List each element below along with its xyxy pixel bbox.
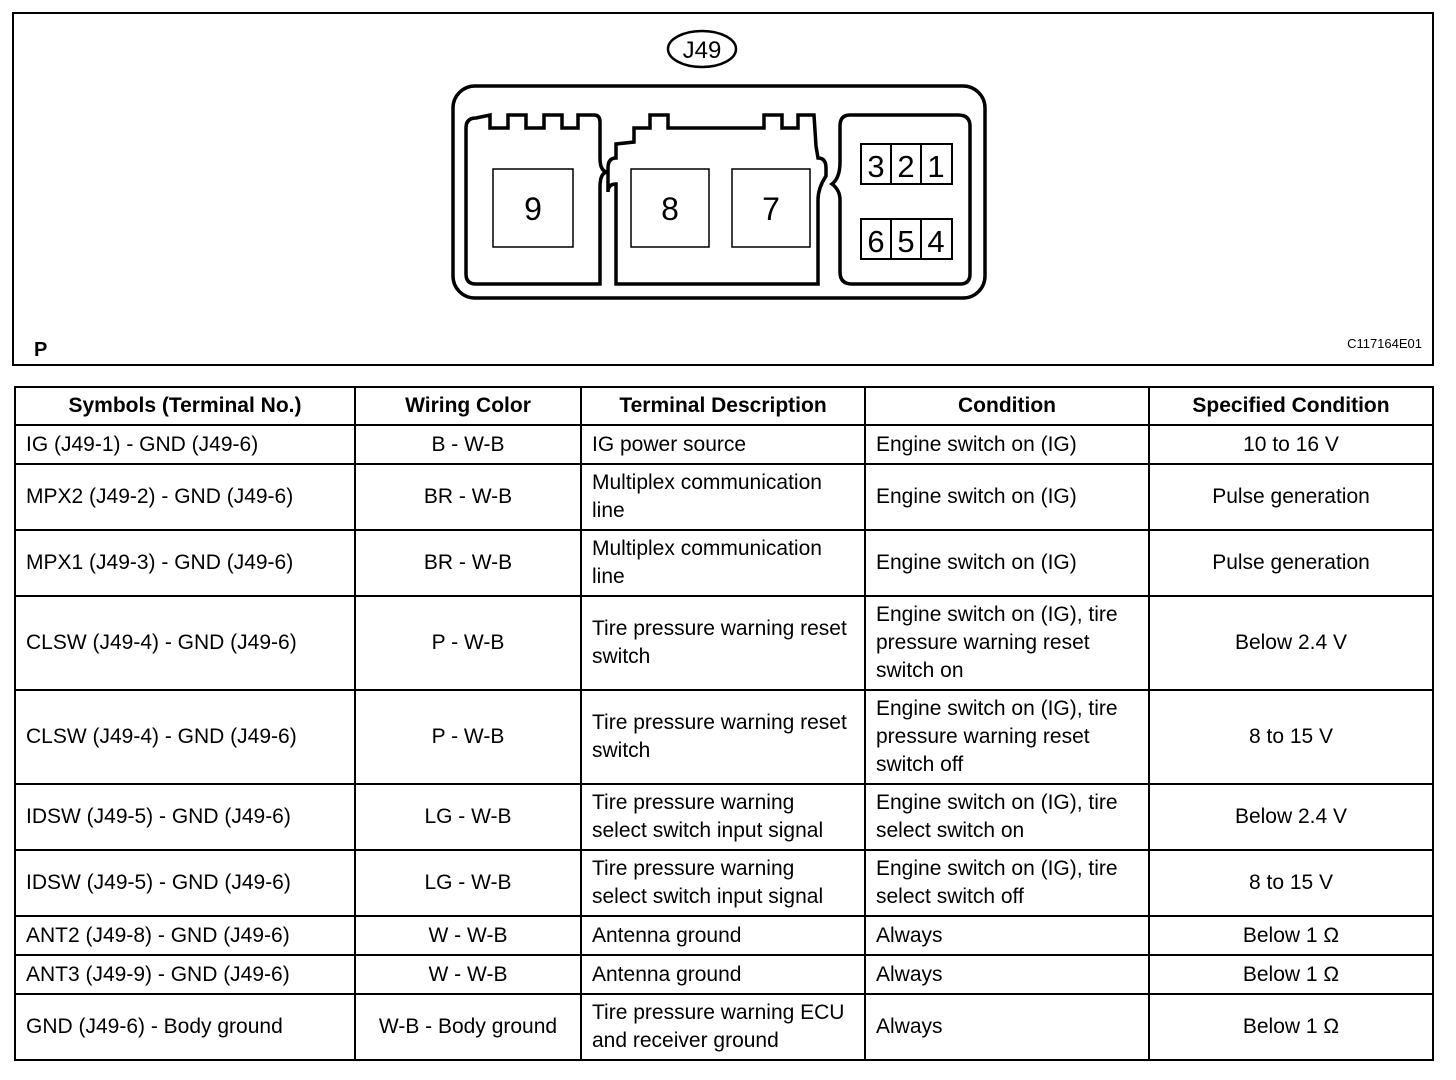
cell-desc: Tire pressure warning ECU and receiver ground	[581, 994, 865, 1060]
cell-spec: Pulse generation	[1149, 464, 1433, 530]
cell-spec: 8 to 15 V	[1149, 690, 1433, 784]
cell-cond: Engine switch on (IG)	[865, 530, 1149, 596]
table-row	[15, 464, 1433, 530]
cell-cond: Always	[865, 955, 1149, 994]
table-row	[15, 530, 1433, 596]
cell-spec: Below 1 Ω	[1149, 955, 1433, 994]
table-row	[15, 850, 1433, 916]
cell-spec: 8 to 15 V	[1149, 850, 1433, 916]
header-terminal-description: Terminal Description	[581, 387, 865, 425]
pin-9	[493, 169, 573, 247]
pin-1: 1	[927, 149, 945, 184]
cell-cond: Engine switch on (IG), tire select switch off	[865, 850, 1149, 916]
cell-cond: Engine switch on (IG), tire pressure warning reset switch on	[865, 596, 1149, 690]
cell-symbol: IG (J49-1) - GND (J49-6)	[15, 425, 355, 464]
connector-drawing	[12, 12, 1434, 366]
table-row	[15, 596, 1433, 690]
cell-spec: Below 1 Ω	[1149, 916, 1433, 955]
terminal-spec-table	[14, 386, 1434, 1061]
small-pins-top	[861, 144, 952, 184]
table-row	[15, 690, 1433, 784]
cell-spec: Below 1 Ω	[1149, 994, 1433, 1060]
cell-color: LG - W-B	[355, 850, 581, 916]
cell-desc: Tire pressure warning reset switch	[581, 690, 865, 784]
cell-desc: Tire pressure warning reset switch	[581, 596, 865, 690]
cell-desc: Tire pressure warning select switch input signal	[581, 784, 865, 850]
header-specified-condition: Specified Condition	[1149, 387, 1433, 425]
svg-text:7: 7	[762, 191, 780, 227]
cell-color: B - W-B	[355, 425, 581, 464]
cell-symbol: CLSW (J49-4) - GND (J49-6)	[15, 690, 355, 784]
cell-symbol: IDSW (J49-5) - GND (J49-6)	[15, 850, 355, 916]
pin-3: 3	[867, 149, 885, 184]
cell-symbol: CLSW (J49-4) - GND (J49-6)	[15, 596, 355, 690]
cell-desc: IG power source	[581, 425, 865, 464]
connector-label: J49	[682, 37, 722, 64]
cell-color: W - W-B	[355, 955, 581, 994]
table-row	[15, 784, 1433, 850]
cell-cond: Engine switch on (IG)	[865, 464, 1149, 530]
pin-4: 4	[927, 224, 945, 259]
table-row	[15, 994, 1433, 1060]
cell-color: BR - W-B	[355, 530, 581, 596]
cell-desc: Antenna ground	[581, 916, 865, 955]
cell-cond: Always	[865, 994, 1149, 1060]
pin-6: 6	[867, 224, 885, 259]
pin-7	[732, 169, 810, 247]
header-condition: Condition	[865, 387, 1149, 425]
cell-spec: 10 to 16 V	[1149, 425, 1433, 464]
pin-2: 2	[897, 149, 915, 184]
connector-diagram	[12, 12, 1434, 366]
table-row	[15, 425, 1433, 464]
cell-cond: Engine switch on (IG)	[865, 425, 1149, 464]
cell-symbol: MPX1 (J49-3) - GND (J49-6)	[15, 530, 355, 596]
diagram-border	[13, 13, 1433, 365]
svg-text:8: 8	[661, 191, 679, 227]
cell-spec: Pulse generation	[1149, 530, 1433, 596]
cell-cond: Engine switch on (IG), tire select switch on	[865, 784, 1149, 850]
cell-cond: Always	[865, 916, 1149, 955]
small-pins-bottom	[861, 219, 952, 259]
cell-color: P - W-B	[355, 690, 581, 784]
cell-spec: Below 2.4 V	[1149, 784, 1433, 850]
table-row	[15, 916, 1433, 955]
cell-symbol: MPX2 (J49-2) - GND (J49-6)	[15, 464, 355, 530]
cell-spec: Below 2.4 V	[1149, 596, 1433, 690]
header-symbols: Symbols (Terminal No.)	[15, 387, 355, 425]
cell-color: P - W-B	[355, 596, 581, 690]
cell-color: W-B - Body ground	[355, 994, 581, 1060]
cell-symbol: ANT3 (J49-9) - GND (J49-6)	[15, 955, 355, 994]
svg-text:9: 9	[524, 191, 542, 227]
corner-letter: P	[34, 339, 48, 361]
cell-cond: Engine switch on (IG), tire pressure warning reset switch off	[865, 690, 1149, 784]
pin-5: 5	[897, 224, 915, 259]
pin-8	[631, 169, 709, 247]
cell-desc: Multiplex communication line	[581, 464, 865, 530]
cell-color: LG - W-B	[355, 784, 581, 850]
cell-color: W - W-B	[355, 916, 581, 955]
cell-symbol: IDSW (J49-5) - GND (J49-6)	[15, 784, 355, 850]
table-header-row	[15, 387, 1433, 425]
header-wiring-color: Wiring Color	[355, 387, 581, 425]
cell-desc: Tire pressure warning select switch input signal	[581, 850, 865, 916]
cell-symbol: GND (J49-6) - Body ground	[15, 994, 355, 1060]
cell-symbol: ANT2 (J49-8) - GND (J49-6)	[15, 916, 355, 955]
cell-color: BR - W-B	[355, 464, 581, 530]
cell-desc: Multiplex communication line	[581, 530, 865, 596]
middle-cavity	[608, 115, 826, 284]
table-row	[15, 955, 1433, 994]
cell-desc: Antenna ground	[581, 955, 865, 994]
figure-code: C117164E01	[1347, 336, 1422, 351]
